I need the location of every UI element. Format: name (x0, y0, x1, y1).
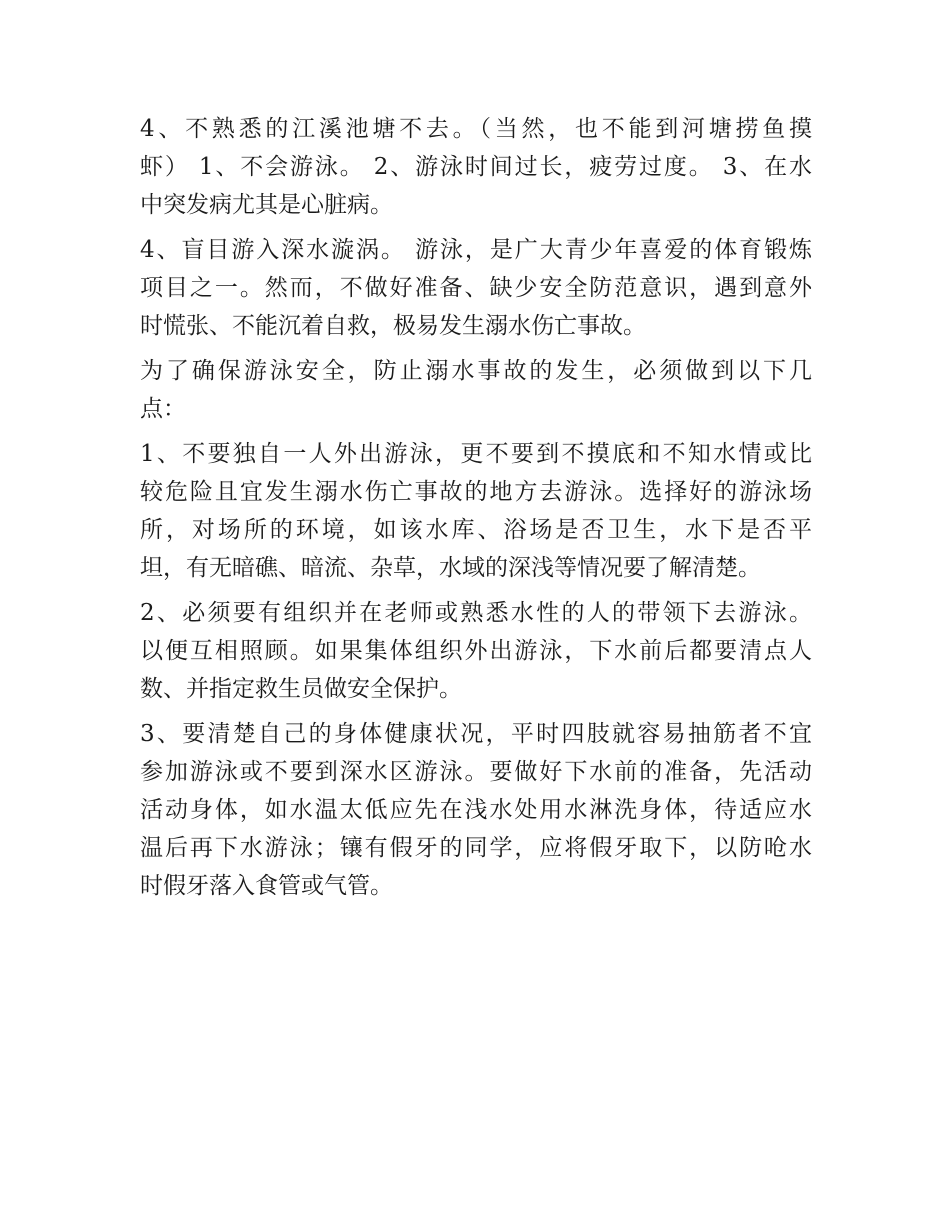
text-line: 坦，有无暗礁、暗流、杂草，水域的深浅等情况要了解清楚。 (140, 555, 761, 581)
text-line: 为了确保游泳安全，防止溺水事故的发生，必须做到以下几 (140, 358, 812, 384)
text-line: 4、盲目游入深水漩涡。 游泳，是广大青少年喜爱的体育锻炼 (140, 237, 812, 263)
text-line: 活动身体，如水温太低应先在浅水处用水淋洗身体，待适应水 (140, 797, 812, 823)
paragraph-rule-3 (140, 715, 812, 905)
text-line: 参加游泳或不要到深水区游泳。要做好下水前的准备，先活动 (140, 759, 812, 785)
paragraph-rule-1 (140, 435, 812, 587)
text-line: 2、必须要有组织并在老师或熟悉水性的人的带领下去游泳。 (140, 600, 812, 626)
paragraph-requirements-heading (140, 352, 812, 428)
text-line: 项目之一。然而，不做好准备、缺少安全防范意识，遇到意外 (140, 275, 812, 301)
text-line: 虾） 1、不会游泳。 2、游泳时间过长，疲劳过度。 3、在水 (140, 154, 812, 180)
text-line: 以便互相照顾。如果集体组织外出游泳，下水前后都要清点人 (140, 638, 812, 664)
document-body (140, 110, 812, 912)
text-line: 数、并指定救生员做安全保护。 (140, 676, 462, 702)
text-line: 3、要清楚自己的身体健康状况，平时四肢就容易抽筋者不宜 (140, 721, 812, 747)
text-line: 温后再下水游泳；镶有假牙的同学，应将假牙取下，以防呛水 (140, 835, 812, 861)
text-line: 时慌张、不能沉着自救，极易发生溺水伤亡事故。 (140, 313, 646, 339)
text-line: 所，对场所的环境，如该水库、浴场是否卫生，水下是否平 (140, 517, 812, 543)
paragraph-intro (140, 231, 812, 345)
text-line: 1、不要独自一人外出游泳，更不要到不摸底和不知水情或比 (140, 441, 812, 467)
text-line: 时假牙落入食管或气管。 (140, 873, 393, 899)
text-line: 中突发病尤其是心脏病。 (140, 192, 393, 218)
paragraph-rule-2 (140, 594, 812, 708)
paragraph-hazards-list (140, 110, 812, 224)
text-line: 4、不熟悉的江溪池塘不去。（当然，也不能到河塘捞鱼摸 (140, 116, 812, 142)
text-line: 点： (140, 396, 186, 422)
text-line: 较危险且宜发生溺水伤亡事故的地方去游泳。选择好的游泳场 (140, 479, 812, 505)
